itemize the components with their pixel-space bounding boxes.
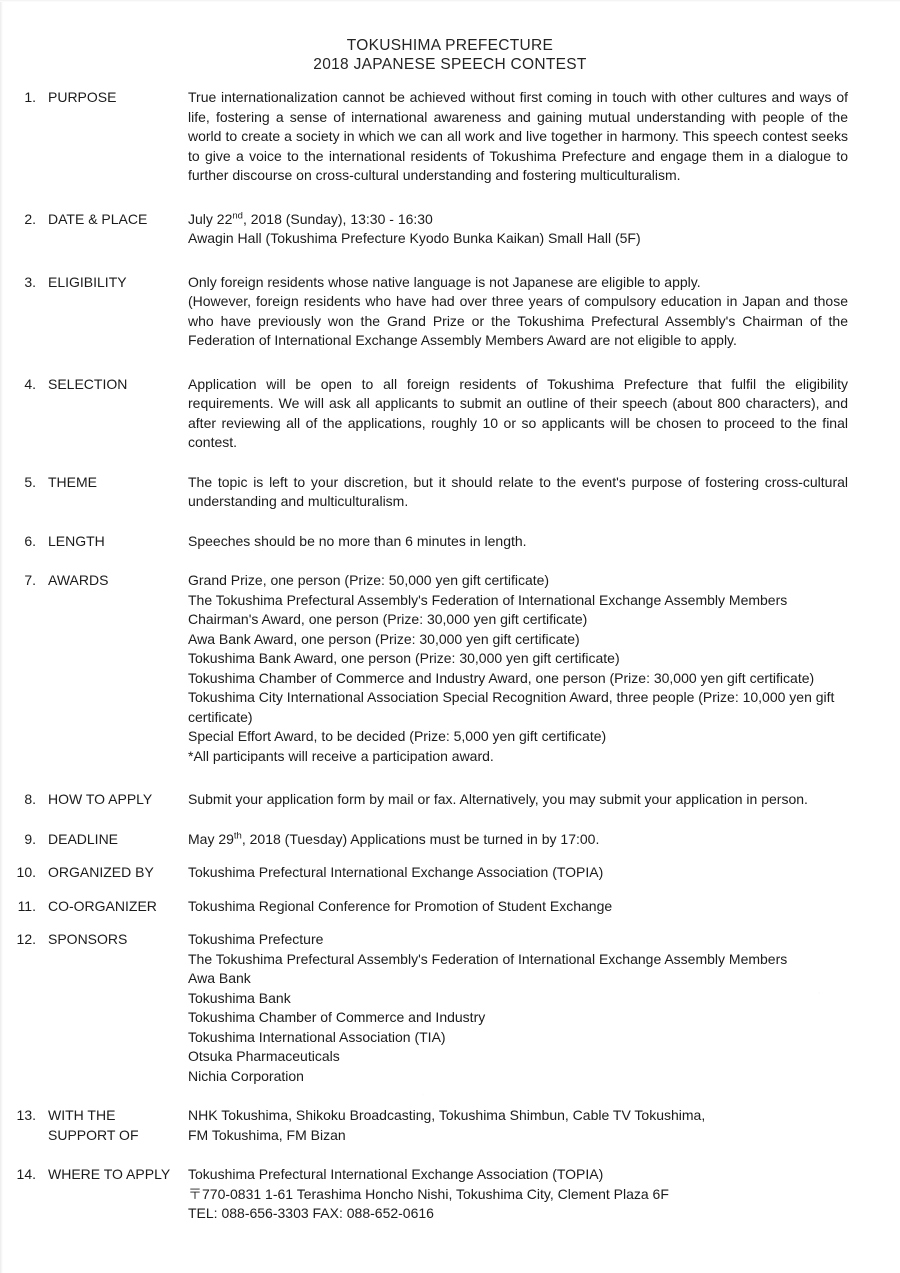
section-number: 13. [16,1107,36,1123]
section-body-line: Tokushima Bank [188,989,291,1006]
section-number: 9. [24,830,36,847]
section-body [188,473,900,512]
section-body-line: Submit your application form by mail or fax. Alternatively, you may submit your application in person. [188,791,808,807]
section-label-line: DEADLINE [48,830,119,847]
section-label [36,473,188,493]
section-number: 7. [24,572,36,588]
section-body-line: Tokushima Prefectural International Exchange Association (TOPIA) [188,1166,604,1182]
section-spacer [0,1145,900,1165]
section-body-line: Tokushima City International Association Special Recognition Award, three people (Prize: 10,000 yen gift certificate) [188,689,835,725]
section-body [188,830,900,850]
section-spacer [0,916,900,930]
section-body-line: The Tokushima Prefectural Assembly's Federation of International Exchange Assembly Members [188,950,788,967]
document-title [0,36,900,74]
section-number: 3. [24,273,36,290]
section-row [0,830,900,850]
section-row [0,88,900,186]
section-body-line: Awa Bank [188,970,251,986]
section-body-line: Awa Bank Award, one person (Prize: 30,000 yen gift certificate) [188,630,580,647]
section-body-line: Only foreign residents whose native language is not Japanese are eligible to apply. [188,273,701,290]
section-row [0,210,900,249]
section-body-line: The Tokushima Prefectural Assembly's Federation of International Exchange Assembly Members Chairman's Award, one person (Prize: 30,000 yen gift certificate) [188,591,788,627]
section-body [188,863,900,883]
section-row [0,532,900,552]
section-body [188,375,900,453]
section-body-line: Nichia Corporation [188,1067,304,1084]
section-body-line: NHK Tokushima, Shikoku Broadcasting, Tokushima Shimbun, Cable TV Tokushima, [188,1107,706,1123]
ordinal-superscript: th [233,829,242,841]
section-body-line: Speeches should be no more than 6 minutes in length. [188,532,527,549]
section-number: 4. [24,375,36,392]
section-label-line: ELIGIBILITY [48,273,127,290]
section-spacer [0,1086,900,1106]
section-spacer [0,883,900,897]
section-body [188,571,900,766]
section-number: 5. [24,473,36,490]
section-label-line: THEME [48,473,97,490]
section-spacer [0,810,900,830]
section-body [188,210,900,249]
section-body-line: Grand Prize, one person (Prize: 50,000 yen gift certificate) [188,572,550,588]
section-body-line: Application will be open to all foreign residents of Tokushima Prefecture that fulfil the eligibility requirements. We will ask all applicants to submit an outline of their speech (about 800 characters), and after reviewing all of the applications, roughly 10 or so applicants will be chosen to proceed to the final contest. [188,375,848,450]
section-body-line: Tokushima Chamber of Commerce and Industry Award, one person (Prize: 30,000 yen gift certificate) [188,669,815,686]
section-body-line: Tokushima Prefecture [188,931,324,947]
section-spacer [0,766,900,790]
section-label-line: CO-ORGANIZER [48,897,157,914]
section-label [36,88,188,108]
section-body-line: Otsuka Pharmaceuticals [188,1048,340,1064]
section-body [188,897,900,917]
ordinal-superscript: nd [232,209,243,221]
section-number: 11. [17,897,36,914]
section-row [0,1106,900,1145]
section-label-line: AWARDS [48,572,109,588]
section-row [0,571,900,766]
section-body-line: Tokushima Prefectural International Exchange Association (TOPIA) [188,864,604,880]
scan-edge-top [0,0,900,2]
title-line-1: TOKUSHIMA PREFECTURE [346,37,554,54]
section-body-line: FM Tokushima, FM Bizan [188,1126,346,1143]
section-label [36,532,188,552]
section-body-line: The topic is left to your discretion, but it should relate to the event's purpose of fostering cross-cultural understanding and multiculturalism. [188,473,848,509]
section-number: 12. [16,931,36,947]
section-body-line: May 29th, 2018 (Tuesday) Applications must be turned in by 17:00. [188,829,600,847]
section-spacer [0,512,900,532]
section-list [0,88,900,1224]
section-spacer [0,453,900,473]
section-spacer [0,351,900,375]
section-label-line: HOW TO APPLY [48,791,153,807]
section-row [0,1165,900,1224]
section-row [0,375,900,453]
section-body-paragraph: (However, foreign residents who have had over three years of compulsory education in Japan and those who have previously won the Grand Prize or the Tokushima Prefectural Assembly's Chairman of the Federation of International Exchange Assembly Members Award are not eligible to apply. [188,293,848,348]
section-label [36,273,188,293]
section-body [188,790,900,810]
section-number: 8. [24,791,36,807]
section-spacer [0,551,900,571]
section-body [188,532,900,552]
section-body-line: TEL: 088-656-3303 FAX: 088-652-0616 [188,1205,434,1221]
section-label-line: ORGANIZED BY [48,864,154,880]
section-label [36,210,188,230]
section-number: 14. [16,1166,36,1182]
section-body [188,1165,900,1224]
section-spacer [0,249,900,273]
section-label [36,830,188,850]
section-body-line: True internationalization cannot be achieved without first coming in touch with other cultures and ways of life, fostering a sense of international awareness and gaining mutual understanding with people of the world to create a society in which we can all work and live together in harmony. This speech contest seeks to give a voice to the international residents of Tokushima Prefecture and engage them in a dialogue to further discourse on cross-cultural understanding and fostering multiculturalism. [188,89,848,183]
section-label-line: WITH THE [48,1107,116,1123]
section-label-line: SELECTION [48,375,128,392]
section-row [0,790,900,810]
section-body-line: 〒770-0831 1-61 Terashima Honcho Nishi, Tokushima City, Clement Plaza 6F [188,1185,669,1202]
title-line-2: 2018 JAPANESE SPEECH CONTEST [313,56,587,73]
section-label [36,863,188,883]
section-body [188,273,900,351]
section-number: 2. [24,210,36,227]
section-number: 10. [16,864,36,880]
section-row [0,863,900,883]
section-body-line: Awagin Hall (Tokushima Prefecture Kyodo Bunka Kaikan) Small Hall (5F) [188,230,641,246]
section-body-line: Tokushima International Association (TIA) [188,1028,446,1045]
section-body [188,88,900,186]
section-label [36,1106,188,1145]
section-label [36,930,188,950]
section-body-line: Special Effort Award, to be decided (Prize: 5,000 yen gift certificate) [188,728,607,744]
section-body-line: Tokushima Regional Conference for Promotion of Student Exchange [188,897,613,914]
section-row [0,473,900,512]
section-body [188,930,900,1086]
section-spacer [0,849,900,863]
section-body-line: Tokushima Bank Award, one person (Prize: 30,000 yen gift certificate) [188,650,620,666]
section-label-line: SUPPORT OF [48,1126,139,1143]
section-label-line: WHERE TO APPLY [48,1166,171,1182]
section-label [36,1165,188,1185]
section-label [36,375,188,395]
section-spacer [0,186,900,210]
section-body-line: *All participants will receive a participation award. [188,747,494,764]
section-label-line: SPONSORS [48,931,128,947]
section-label-line: DATE & PLACE [48,210,148,227]
section-body-line: July 22nd, 2018 (Sunday), 13:30 - 16:30 [188,209,433,227]
section-number: 6. [24,532,36,549]
section-label [36,790,188,810]
section-label-line: LENGTH [48,532,105,549]
section-label [36,897,188,917]
section-number: 1. [24,89,36,105]
section-label [36,571,188,591]
section-body-line: Tokushima Chamber of Commerce and Industry [188,1009,486,1025]
section-row [0,930,900,1086]
section-row [0,897,900,917]
section-label-line: PURPOSE [48,89,117,105]
section-row [0,273,900,351]
section-body [188,1106,900,1145]
